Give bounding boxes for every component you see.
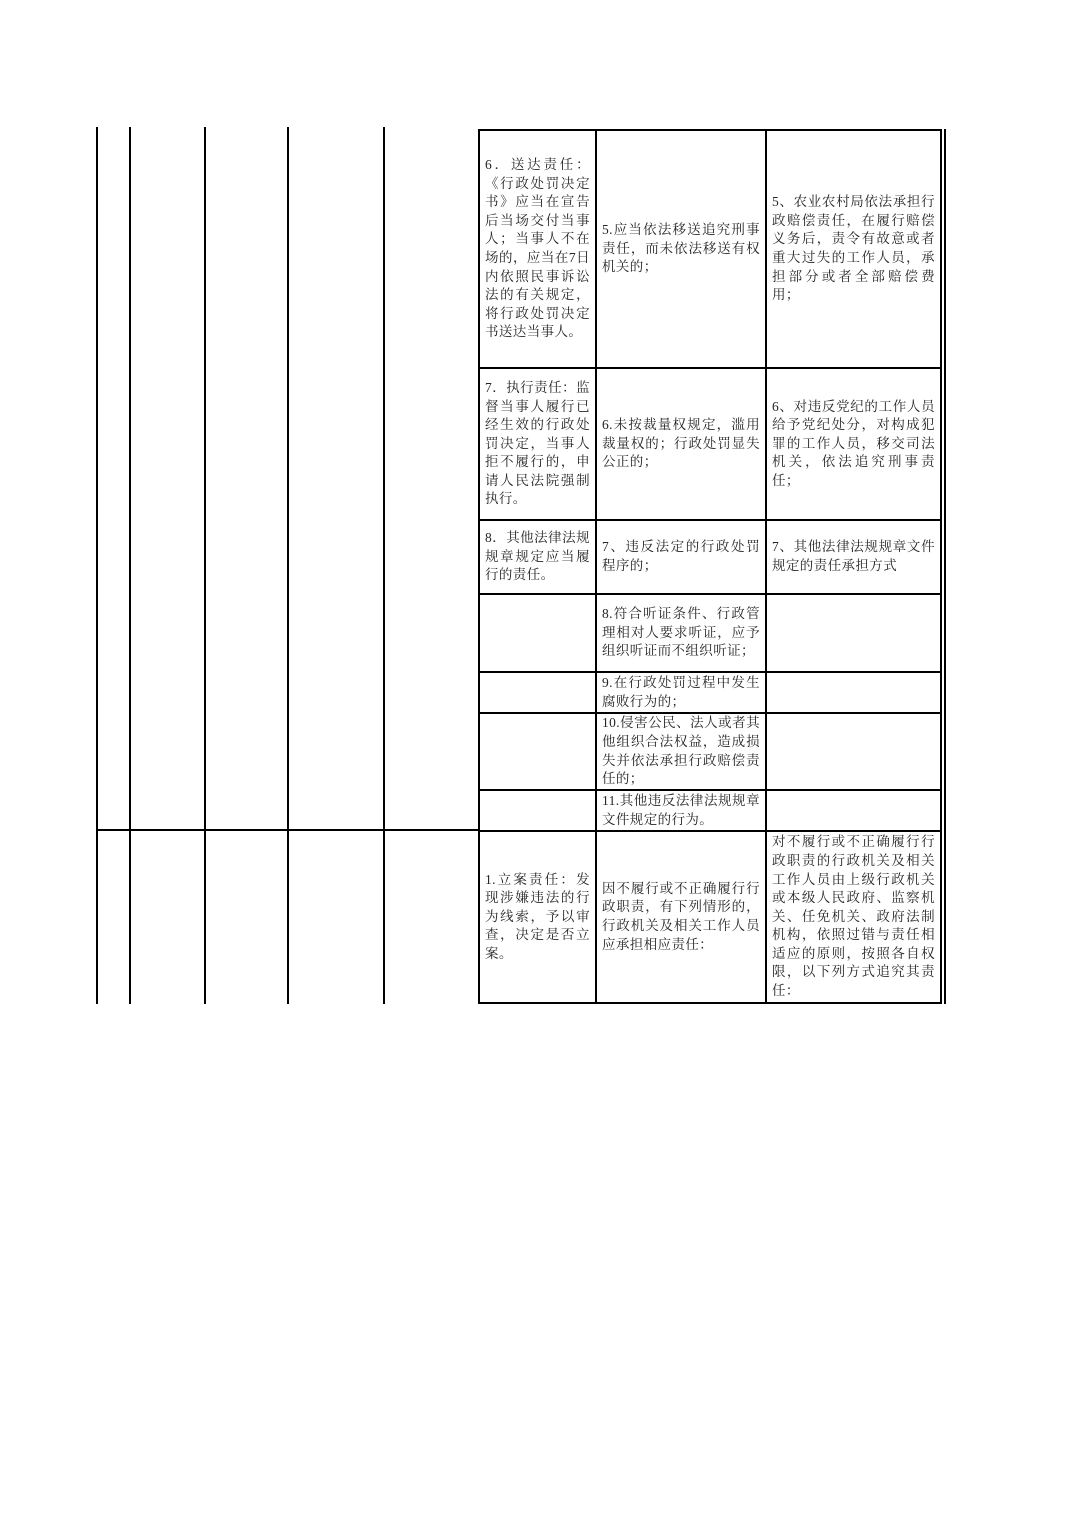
table-cell — [597, 673, 767, 714]
table-gridline-horizontal-row-break — [96, 829, 478, 831]
table-gridline-vertical-2 — [129, 127, 131, 1004]
cell-text: 8．其他法律法规规章规定应当履行的责任。 — [485, 530, 590, 583]
cell-text: 11.其他违反法律法规规章文件规定的行为。 — [602, 792, 760, 827]
cell-text: 6、对违反党纪的工作人员给予党纪处分，对构成犯罪的工作人员，移交司法机关，依法追究刑事责任； — [772, 398, 935, 488]
cell-text: 7、违反法定的行政处罚程序的； — [602, 539, 760, 573]
table-cell — [767, 673, 940, 714]
cell-text: 6.未按裁量权规定，滥用裁量权的；行政处罚显失公正的； — [602, 417, 760, 470]
cell-text: 7．执行责任：监督当事人履行已经生效的行政处罚决定，当事人拒不履行的，申请人民法院强制执行。 — [485, 379, 590, 507]
cell-text: 9.在行政处罚过程中发生腐败行为的； — [602, 674, 760, 709]
table-cell — [597, 521, 767, 595]
table-cell — [480, 521, 597, 595]
table-gridline-vertical-4 — [287, 127, 289, 1004]
table-gridline-vertical-3 — [204, 127, 206, 1004]
cell-text: 8.符合听证条件、行政管理相对人要求听证，应予组织听证而不组织听证； — [602, 606, 760, 659]
table-cell — [597, 832, 767, 1002]
table-cell — [597, 369, 767, 521]
table-cell — [767, 131, 940, 369]
table-cell — [767, 832, 940, 1002]
table-cell — [480, 369, 597, 521]
table-cell — [480, 791, 597, 832]
table-cell — [767, 369, 940, 521]
table-cell — [480, 714, 597, 791]
cell-text: 10.侵害公民、法人或者其他组织合法权益，造成损失并依法承担行政赔偿责任的； — [602, 715, 760, 787]
table-gridline-vertical-5 — [383, 127, 385, 1004]
table-cell — [480, 131, 597, 369]
table-cell — [480, 673, 597, 714]
table-cell — [597, 714, 767, 791]
table-gridline-vertical-1 — [96, 127, 98, 1004]
cell-text: 5、农业农村局依法承担行政赔偿责任，在履行赔偿义务后，责令有故意或者重大过失的工作人员，承担部分或者全部赔偿费用； — [772, 194, 935, 303]
responsibility-table — [478, 129, 942, 1004]
table-cell — [597, 131, 767, 369]
table-cell — [767, 791, 940, 832]
table-cell — [597, 791, 767, 832]
table-outer-border-line — [944, 129, 946, 1004]
table-cell — [767, 521, 940, 595]
cell-text: 6．送达责任：《行政处罚决定书》应当在宣告后当场交付当事人；当事人不在场的，应当在7日内依照民事诉讼法的有关规定，将行政处罚决定书送达当事人。 — [485, 157, 590, 340]
table-cell — [480, 832, 597, 1002]
cell-text: 因不履行或不正确履行行政职责，有下列情形的，行政机关及相关工作人员应承担相应责任： — [602, 880, 760, 952]
cell-text: 7、其他法律法规规章文件规定的责任承担方式 — [772, 539, 935, 573]
table-cell — [767, 595, 940, 673]
cell-text: 1.立案责任：发现涉嫌违法的行为线索，予以审查，决定是否立案。 — [485, 871, 590, 961]
cell-text: 对不履行或不正确履行行政职责的行政机关及相关工作人员由上级行政机关或本级人民政府、监察机关、任免机关、政府法制机构，依照过错与责任相适应的原则，按照各自权限，以下列方式追究其责任： — [772, 834, 935, 999]
table-cell — [767, 714, 940, 791]
table-cell — [480, 595, 597, 673]
table-cell — [597, 595, 767, 673]
cell-text: 5.应当依法移送追究刑事责任，而未依法移送有权机关的； — [602, 222, 760, 275]
